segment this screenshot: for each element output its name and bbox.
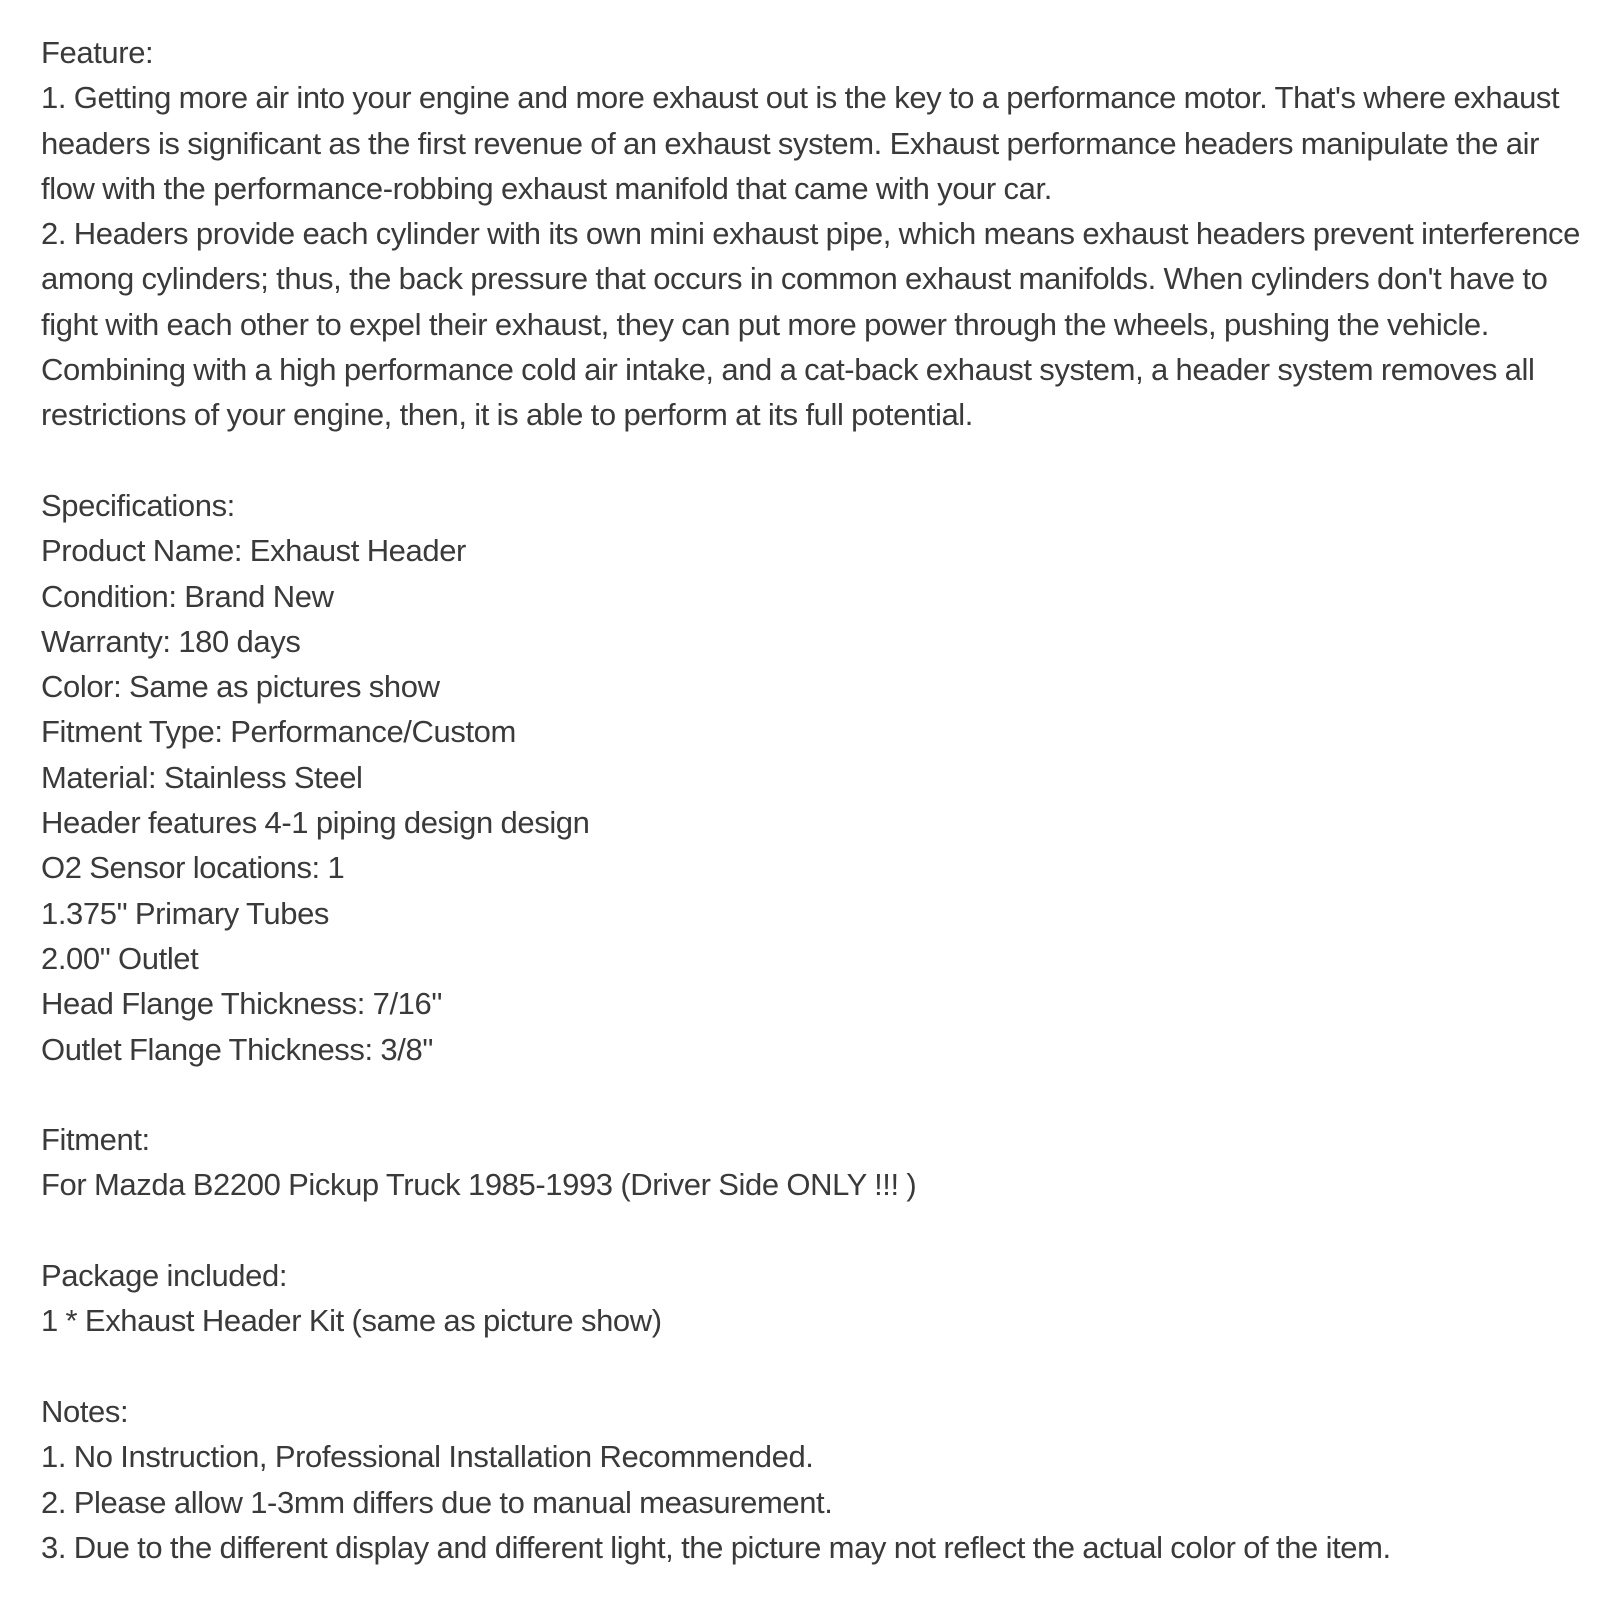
package-text: 1 * Exhaust Header Kit (same as picture show) <box>41 1303 662 1339</box>
spec-item-product-name: Product Name: Exhaust Header <box>41 533 466 569</box>
fitment-text: For Mazda B2200 Pickup Truck 1985-1993 (Driver Side ONLY !!! ) <box>41 1167 917 1203</box>
package-heading: Package included: <box>41 1258 288 1294</box>
specifications-heading: Specifications: <box>41 487 235 523</box>
spec-item-fitment-type: Fitment Type: Performance/Custom <box>41 714 516 750</box>
spec-item-outlet-flange: Outlet Flange Thickness: 3/8" <box>41 1031 433 1067</box>
note-item-3: 3. Due to the different display and different light, the picture may not reflect the actual color of the item. <box>41 1529 1391 1565</box>
feature-point-2: 2. Headers provide each cylinder with its own mini exhaust pipe, which means exhaust headers prevent interference among cylinders; thus, the back pressure that occurs in common exhaust manifolds. When cylinders don't have to fight with each other to expel their exhaust, they can put more power through the wheels, pushing the vehicle. Combining with a high performance cold air intake, and a cat-back exhaust system, a header system removes all restrictions of your engine, then, it is able to perform at its full potential. <box>41 216 1580 433</box>
fitment-section <box>41 1117 1581 1208</box>
package-section <box>41 1253 1581 1344</box>
spec-item-piping-design: Header features 4-1 piping design design <box>41 805 590 841</box>
feature-heading: Feature: <box>41 35 154 70</box>
notes-section <box>41 1389 1581 1570</box>
spec-item-primary-tubes: 1.375" Primary Tubes <box>41 895 330 931</box>
specifications-section <box>41 483 1581 1072</box>
notes-heading: Notes: <box>41 1393 129 1429</box>
feature-point-1: 1. Getting more air into your engine and more exhaust out is the key to a performance motor. That's where exhaust headers is significant as the first revenue of an exhaust system. Exhaust performance headers manipulate the air flow with the performance-robbing exhaust manifold that came with your car. <box>41 80 1560 206</box>
note-item-2: 2. Please allow 1-3mm differs due to manual measurement. <box>41 1484 833 1520</box>
section-spacer <box>41 1072 1581 1117</box>
section-spacer <box>41 1344 1581 1389</box>
spec-item-color: Color: Same as pictures show <box>41 669 440 705</box>
spec-item-warranty: Warranty: 180 days <box>41 623 301 659</box>
note-item-1: 1. No Instruction, Professional Installation Recommended. <box>41 1439 814 1475</box>
section-spacer <box>41 438 1581 483</box>
spec-item-material: Material: Stainless Steel <box>41 759 363 795</box>
section-spacer <box>41 1208 1581 1253</box>
spec-item-o2-sensor: O2 Sensor locations: 1 <box>41 850 345 886</box>
feature-section <box>41 30 1581 438</box>
spec-item-outlet: 2.00" Outlet <box>41 940 199 976</box>
spec-item-condition: Condition: Brand New <box>41 578 334 614</box>
product-description <box>41 30 1581 1570</box>
fitment-heading: Fitment: <box>41 1122 150 1158</box>
spec-item-head-flange: Head Flange Thickness: 7/16" <box>41 986 442 1022</box>
